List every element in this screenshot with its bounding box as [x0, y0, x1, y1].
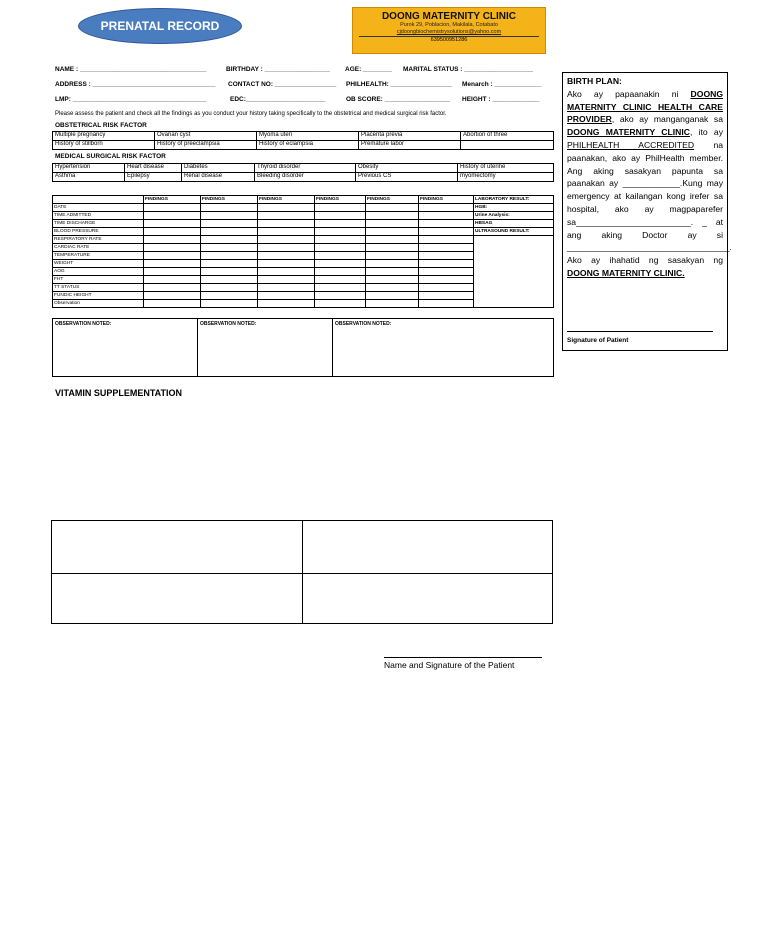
findings-cell[interactable]	[144, 252, 201, 260]
findings-cell[interactable]	[258, 212, 315, 220]
findings-cell[interactable]	[258, 204, 315, 212]
findings-cell[interactable]	[201, 228, 258, 236]
findings-cell[interactable]	[258, 268, 315, 276]
findings-cell[interactable]	[144, 284, 201, 292]
observation-table	[52, 318, 554, 377]
ultrasound-result-area[interactable]	[474, 236, 554, 308]
findings-cell[interactable]	[201, 268, 258, 276]
findings-cell[interactable]	[315, 204, 366, 212]
birth-plan-text: Ako ay papaanakin ni DOONG MATERNITY CLINIC HEALTH CARE PROVIDER, ako ay manganganak sa DOONG MATERNITY CLINIC, ito ay PHILHEALTH ACCREDITED na paanakan, ako ay PhilHealth member. Ang aking sasakyan papunta sa paanakan ay ____________.Kung may emergency at kailangan kong irefer sa hospital, ako ay magpaparefer sa________________________. _ at ang aking Doctor ay si __________________________________. Ako ay ihahatid ng sasakyan ng DOONG MATERNITY CLINIC.	[567, 88, 732, 278]
table-row	[53, 204, 554, 212]
findings-cell[interactable]	[201, 276, 258, 284]
clinic-name: DOONG MATERNITY CLINIC	[381, 11, 517, 22]
field-lmp[interactable]: LMP: _____________________________________	[55, 96, 207, 103]
observation-cell[interactable]: OBSERVATION NOTED:	[335, 321, 392, 327]
findings-cell[interactable]	[315, 228, 366, 236]
findings-cell[interactable]	[144, 228, 201, 236]
risk-checkbox-cell[interactable]	[461, 141, 554, 150]
findings-cell[interactable]	[419, 236, 474, 244]
risk-checkbox-cell[interactable]: Epilepsy	[125, 173, 182, 182]
risk-checkbox-cell[interactable]: Premature labor	[359, 141, 461, 150]
lab-result-cell[interactable]: HGB:	[474, 204, 554, 212]
risk-checkbox-cell[interactable]: Bleeding disorder	[255, 173, 356, 182]
findings-cell[interactable]	[144, 220, 201, 228]
findings-cell[interactable]	[419, 260, 474, 268]
table-row	[53, 212, 554, 220]
risk-checkbox-cell[interactable]: History of eclampsia	[257, 141, 359, 150]
birth-plan-signature-line[interactable]	[567, 331, 713, 332]
findings-row-label: FUNDIC HEIGHT	[53, 292, 144, 300]
patient-signature-line[interactable]	[384, 657, 542, 658]
findings-cell[interactable]	[315, 220, 366, 228]
assessment-note: Please assess the patient and check all the findings as you conduct your history taking specifically to the obstetrical and medical surgical risk factor.	[55, 111, 447, 117]
findings-cell[interactable]	[315, 292, 366, 300]
lab-result-cell[interactable]: LABORATORY RESULT:	[474, 196, 554, 204]
findings-cell[interactable]	[366, 228, 419, 236]
findings-row-label: TT STATUS	[53, 284, 144, 292]
field-ob-score[interactable]: OB SCORE: __________________	[346, 96, 450, 103]
risk-checkbox-cell[interactable]: Heart disease	[125, 164, 182, 173]
lab-result-cell[interactable]: HBSAG	[474, 220, 554, 228]
table-row	[53, 173, 554, 182]
findings-cell[interactable]	[366, 292, 419, 300]
findings-cell[interactable]	[366, 284, 419, 292]
findings-row-label: TIME DISCHARGE	[53, 220, 144, 228]
findings-table	[52, 195, 554, 308]
table-row	[53, 164, 554, 173]
field-marital-status[interactable]: MARITAL STATUS : ___________________	[403, 66, 533, 73]
findings-cell[interactable]	[144, 260, 201, 268]
risk-checkbox-cell[interactable]: History of stillborn	[53, 141, 155, 150]
findings-row-label: RESPIRATORY RATE	[53, 236, 144, 244]
findings-cell[interactable]	[144, 276, 201, 284]
findings-cell[interactable]	[315, 300, 366, 308]
table-row	[53, 132, 554, 141]
risk-checkbox-cell[interactable]: Renal disease	[182, 173, 255, 182]
findings-cell[interactable]	[366, 252, 419, 260]
table-row	[53, 141, 554, 150]
findings-cell[interactable]	[366, 236, 419, 244]
findings-cell[interactable]	[258, 228, 315, 236]
findings-cell[interactable]	[366, 276, 419, 284]
findings-row-label: FHT	[53, 276, 144, 284]
findings-header: FINDINGS	[366, 196, 419, 204]
field-contact[interactable]: CONTACT NO: _________________	[228, 81, 337, 88]
clinic-address: Purok 29, Poblacion, Makilala, Cotabato	[400, 22, 498, 28]
field-menarch[interactable]: Menarch : _____________	[462, 81, 542, 88]
obstetrical-risk-title: OBSTETRICAL RISK FACTOR	[55, 122, 147, 129]
findings-cell[interactable]	[201, 244, 258, 252]
findings-cell[interactable]	[144, 292, 201, 300]
findings-cell[interactable]	[201, 212, 258, 220]
field-edc[interactable]: EDC:______________________	[230, 96, 326, 103]
findings-cell[interactable]	[201, 292, 258, 300]
findings-row-label: AOG	[53, 268, 144, 276]
findings-cell[interactable]	[201, 260, 258, 268]
findings-cell[interactable]	[201, 220, 258, 228]
findings-cell[interactable]	[144, 212, 201, 220]
findings-cell[interactable]	[258, 292, 315, 300]
findings-cell[interactable]	[258, 244, 315, 252]
findings-cell[interactable]	[366, 268, 419, 276]
findings-cell[interactable]	[366, 220, 419, 228]
findings-cell[interactable]	[144, 236, 201, 244]
findings-row-label: WEIGHT	[53, 260, 144, 268]
patient-signature-label: Name and Signature of the Patient	[384, 660, 515, 670]
findings-cell[interactable]	[258, 220, 315, 228]
clinic-header-box	[352, 7, 546, 54]
findings-cell[interactable]	[419, 292, 474, 300]
field-age[interactable]: AGE: ________	[345, 66, 392, 73]
findings-cell[interactable]	[258, 252, 315, 260]
findings-cell[interactable]	[144, 268, 201, 276]
findings-cell[interactable]	[315, 236, 366, 244]
findings-header: FINDINGS	[315, 196, 366, 204]
field-address[interactable]: ADDRESS : __________________________________	[55, 81, 216, 88]
birth-plan-signature-label: Signature of Patient	[567, 337, 629, 344]
findings-cell[interactable]	[419, 276, 474, 284]
vitamin-supplementation-title: VITAMIN SUPPLEMENTATION	[55, 388, 182, 398]
findings-cell[interactable]	[258, 300, 315, 308]
obstetrical-risk-table	[52, 131, 554, 150]
lab-result-cell[interactable]: ULTRASOUND RESULT:	[474, 228, 554, 236]
findings-cell[interactable]	[419, 204, 474, 212]
risk-checkbox-cell[interactable]: Myoma uteri	[257, 132, 359, 141]
risk-checkbox-cell[interactable]: History of uterine	[458, 164, 554, 173]
findings-header: FINDINGS	[419, 196, 474, 204]
findings-cell[interactable]	[258, 276, 315, 284]
findings-cell[interactable]	[366, 300, 419, 308]
field-philhealth[interactable]: PHILHEALTH: _________________	[346, 81, 453, 88]
birth-plan-title: BIRTH PLAN:	[567, 76, 622, 86]
risk-checkbox-cell[interactable]: myomectomy	[458, 173, 554, 182]
risk-checkbox-cell[interactable]: Asthma	[53, 173, 125, 182]
findings-cell[interactable]	[258, 260, 315, 268]
findings-cell[interactable]	[315, 284, 366, 292]
findings-cell[interactable]	[201, 252, 258, 260]
findings-cell[interactable]	[419, 268, 474, 276]
medical-risk-title: MEDICAL SURGICAL RISK FACTOR	[55, 153, 166, 160]
findings-header: FINDINGS	[144, 196, 201, 204]
findings-cell[interactable]	[201, 284, 258, 292]
findings-cell[interactable]	[144, 300, 201, 308]
findings-row-label: CARDIAC RATE	[53, 244, 144, 252]
findings-cell[interactable]	[144, 204, 201, 212]
findings-row-label: BLOOD PRESSURE	[53, 228, 144, 236]
birth-plan-box	[562, 72, 732, 351]
clinic-phone: 639500951286	[359, 36, 539, 44]
table-row	[53, 220, 554, 228]
risk-checkbox-cell[interactable]: Hypertension	[53, 164, 125, 173]
risk-checkbox-cell[interactable]: History of preeclampsia	[155, 141, 257, 150]
findings-cell[interactable]	[419, 220, 474, 228]
risk-checkbox-cell[interactable]: Placenta previa	[359, 132, 461, 141]
findings-cell[interactable]	[315, 268, 366, 276]
observation-cell[interactable]: OBSERVATION NOTED:	[198, 319, 333, 377]
findings-cell[interactable]	[366, 260, 419, 268]
field-name[interactable]: NAME : ___________________________________	[55, 66, 207, 73]
findings-cell[interactable]	[419, 228, 474, 236]
findings-cell[interactable]	[53, 196, 144, 204]
prenatal-record-title: PRENATAL RECORD	[78, 8, 242, 44]
table-row	[53, 196, 554, 204]
findings-cell[interactable]	[366, 212, 419, 220]
findings-cell[interactable]	[201, 300, 258, 308]
findings-cell[interactable]	[315, 212, 366, 220]
findings-cell[interactable]	[366, 204, 419, 212]
findings-row-label: DATE	[53, 204, 144, 212]
risk-checkbox-cell[interactable]: Obesity	[356, 164, 458, 173]
findings-cell[interactable]	[315, 276, 366, 284]
findings-row-label: TEMPERATURE	[53, 252, 144, 260]
bottom-box-grid	[51, 520, 553, 624]
findings-header: FINDINGS	[258, 196, 315, 204]
divider	[302, 521, 303, 623]
findings-cell[interactable]	[419, 252, 474, 260]
findings-row-label: TIME ADMITTED	[53, 212, 144, 220]
risk-checkbox-cell[interactable]: Abortion of three	[461, 132, 554, 141]
findings-row-label: Observation	[53, 300, 144, 308]
observation-cell[interactable]: OBSERVATION NOTED:	[53, 319, 198, 377]
findings-cell[interactable]	[315, 260, 366, 268]
medical-risk-table	[52, 163, 554, 182]
table-row	[53, 228, 554, 236]
divider	[52, 573, 552, 574]
findings-cell[interactable]	[419, 244, 474, 252]
findings-cell[interactable]	[315, 252, 366, 260]
findings-cell[interactable]	[419, 300, 474, 308]
risk-checkbox-cell[interactable]: Thyroid disorder	[255, 164, 356, 173]
risk-checkbox-cell[interactable]: Multiple pregnancy	[53, 132, 155, 141]
risk-checkbox-cell[interactable]: Previous CS	[356, 173, 458, 182]
findings-cell[interactable]	[419, 284, 474, 292]
findings-cell[interactable]	[315, 244, 366, 252]
findings-cell[interactable]	[419, 212, 474, 220]
risk-checkbox-cell[interactable]: Ovarian cyst	[155, 132, 257, 141]
lab-result-cell[interactable]: Urine Analysis:	[474, 212, 554, 220]
risk-checkbox-cell[interactable]: Diabetes	[182, 164, 255, 173]
findings-cell[interactable]	[201, 236, 258, 244]
findings-cell[interactable]	[144, 244, 201, 252]
table-row	[53, 236, 554, 244]
findings-header: FINDINGS	[201, 196, 258, 204]
field-height[interactable]: HEIGHT : _____________	[462, 96, 540, 103]
findings-cell[interactable]	[258, 284, 315, 292]
field-birthday[interactable]: BIRTHDAY : __________________	[226, 66, 330, 73]
findings-cell[interactable]	[366, 244, 419, 252]
findings-cell[interactable]	[201, 204, 258, 212]
findings-cell[interactable]	[258, 236, 315, 244]
clinic-email: cjdoongbiochemistrysolutions@yahoo.com	[396, 29, 502, 35]
